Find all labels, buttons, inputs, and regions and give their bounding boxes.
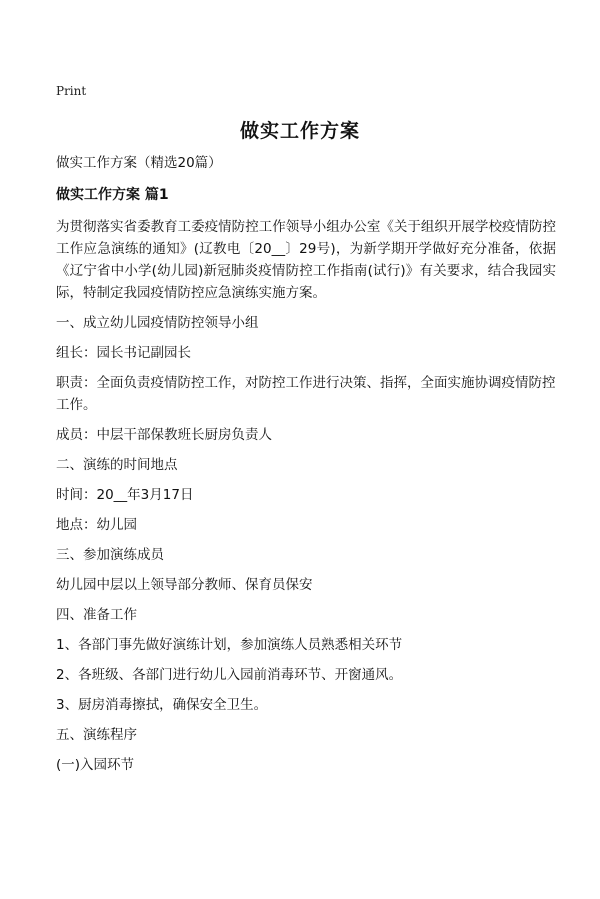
article-heading: 做实工作方案 篇1 bbox=[56, 187, 169, 203]
procedure-step-1: (一)入园环节 bbox=[56, 757, 135, 773]
prep-item-2: 2、各班级、各部门进行幼儿入园前消毒环节、开窗通风。 bbox=[56, 667, 403, 683]
leader-line: 组长：园长书记副园长 bbox=[56, 345, 191, 361]
section-heading-2: 二、演练的时间地点 bbox=[56, 457, 178, 473]
document-title: 做实工作方案 bbox=[239, 120, 360, 142]
section-heading-4: 四、准备工作 bbox=[56, 607, 137, 623]
prep-item-1: 1、各部门事先做好演练计划，参加演练人员熟悉相关环节 bbox=[56, 637, 403, 653]
participants-line: 幼儿园中层以上领导部分教师、保育员保安 bbox=[56, 577, 313, 593]
document-body bbox=[56, 152, 556, 784]
location-line: 地点：幼儿园 bbox=[56, 517, 137, 533]
time-line: 时间：20__年3月17日 bbox=[56, 487, 194, 503]
section-heading-5: 五、演练程序 bbox=[56, 727, 137, 743]
duty-line: 职责：全面负责疫情防控工作，对防控工作进行决策、指挥，全面实施协调疫情防控工作。 bbox=[56, 375, 556, 413]
print-label: Print bbox=[56, 84, 87, 98]
section-heading-3: 三、参加演练成员 bbox=[56, 547, 164, 563]
intro-paragraph: 为贯彻落实省委教育工委疫情防控工作领导小组办公室《关于组织开展学校疫情防控工作应急演练的通知》(辽教电〔20__〕29号)，为新学期开学做好充分准备，依据《辽宁省中小学(幼儿园)新冠肺炎疫情防控工作指南(试行)》有关要求，结合我园实际，特制定我园疫情防控应急演练实施方案。 bbox=[56, 219, 556, 301]
prep-item-3: 3、厨房消毒擦拭，确保安全卫生。 bbox=[56, 697, 268, 713]
members-line: 成员：中层干部保教班长厨房负责人 bbox=[56, 427, 272, 443]
section-heading-1: 一、成立幼儿园疫情防控领导小组 bbox=[56, 315, 259, 331]
document-subtitle: 做实工作方案（精选20篇） bbox=[56, 155, 222, 171]
